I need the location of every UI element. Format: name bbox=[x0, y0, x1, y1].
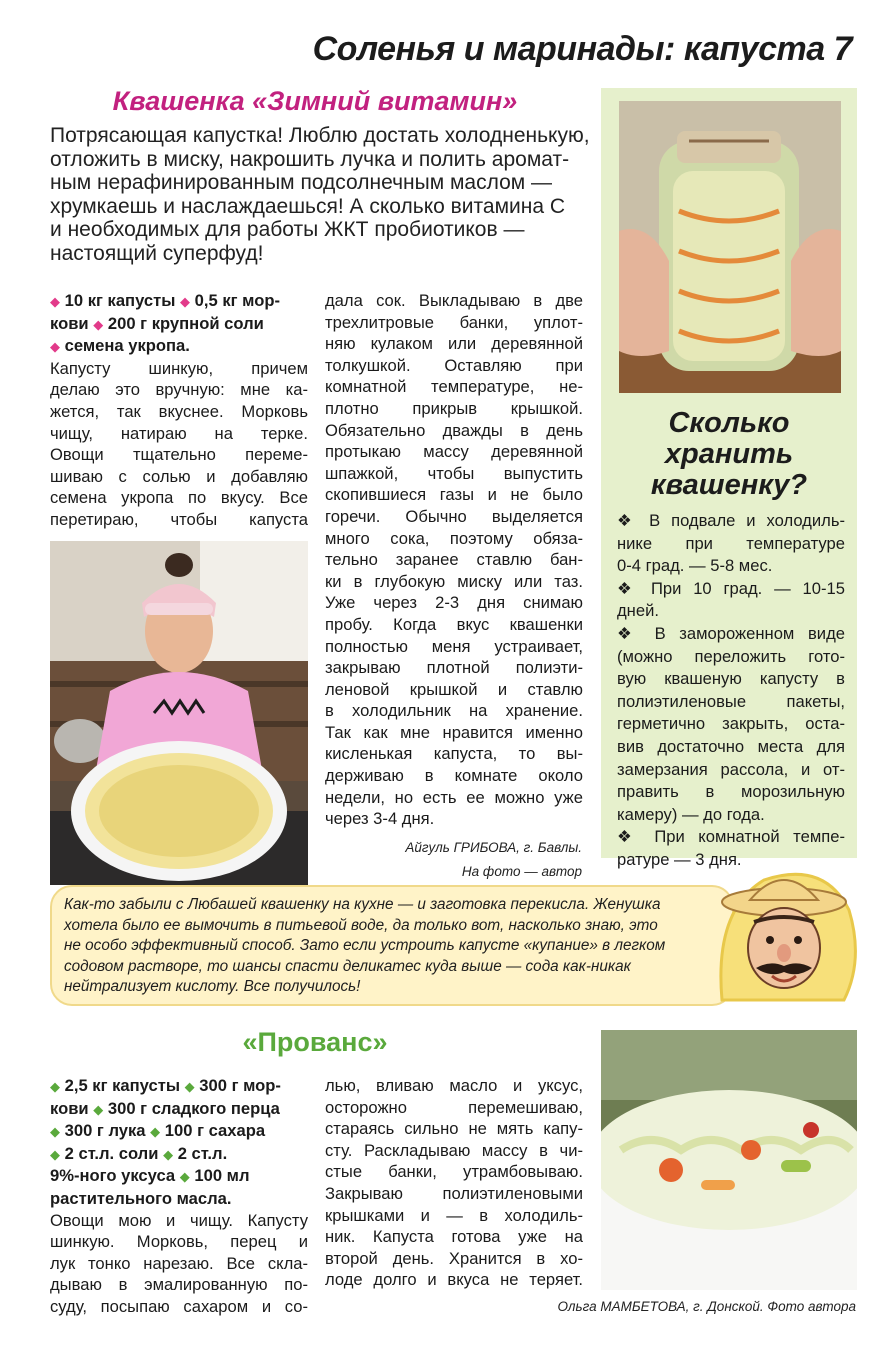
body-line: няю кулаком или деревянной bbox=[325, 334, 583, 354]
body-line: шпажкой, чтобы выпустить bbox=[325, 463, 583, 483]
ingredient: 2,5 кг капусты bbox=[64, 1076, 181, 1095]
ingredient: 300 г сладкого перца bbox=[107, 1098, 280, 1118]
tip-line: не особо эффективный способ. Зато если устроить капусте «купание» в легком bbox=[64, 937, 666, 954]
body-line: жется, так вкуснее. Морковь bbox=[50, 401, 308, 421]
ingredients-line bbox=[50, 335, 308, 358]
bullet-icon: ◆ bbox=[50, 1124, 60, 1140]
body-line: ки в глубокую миску или таз. bbox=[325, 571, 583, 591]
bullet-icon: ◆ bbox=[50, 1079, 60, 1094]
ingredients-line bbox=[50, 1098, 308, 1121]
body-line: Уже через 2-3 дня снимаю bbox=[325, 593, 583, 613]
body-line: держиваю в комнате около bbox=[325, 766, 583, 786]
body-line: шиваю с солью и добавляю bbox=[50, 466, 308, 486]
body-line: трехлитровые банки, уплот- bbox=[325, 312, 583, 332]
bullet-icon: ◆ bbox=[50, 339, 60, 355]
body-line: толкушкой. Оставляю при bbox=[325, 355, 583, 375]
body-line: осторожно перемешиваю, bbox=[325, 1097, 583, 1117]
body-line: ник. Капуста готова уже на bbox=[325, 1227, 583, 1247]
section-title: Соленья и маринады: капуста bbox=[312, 30, 825, 68]
ingredient: 10 кг капусты bbox=[64, 291, 176, 310]
body-line: чищу, натираю на терке. bbox=[50, 423, 308, 443]
body-line: леновой крышкой и ставлю bbox=[325, 679, 583, 699]
storage-item-line: ❖ При 10 град. — 10-15 bbox=[617, 578, 845, 598]
chef-mascot-icon bbox=[704, 850, 864, 1015]
storage-item-line: дней. bbox=[617, 601, 659, 621]
body-line: через 3-4 дня. bbox=[325, 809, 435, 829]
ingredients-line bbox=[50, 290, 308, 313]
bullet-icon: ◆ bbox=[184, 1079, 195, 1094]
body-line: комнатной температуре, не- bbox=[325, 377, 583, 397]
ingredient: 100 г сахара bbox=[164, 1121, 266, 1141]
storage-item-line: нике при температуре bbox=[617, 533, 845, 553]
ingredient: семена укропа. bbox=[64, 336, 190, 356]
storage-list bbox=[617, 510, 845, 872]
body-line: скопившиеся газы и не было bbox=[325, 485, 583, 505]
ingredients-line bbox=[50, 1188, 308, 1210]
body-line: суду, посыпаю сахаром и со- bbox=[50, 1296, 308, 1316]
bullet-icon: ◆ bbox=[93, 316, 104, 332]
body-line: делаю это вручную: мне ка- bbox=[50, 380, 308, 400]
body-line: сту. Раскладываю массу в чи- bbox=[325, 1140, 583, 1160]
storage-title bbox=[601, 408, 857, 501]
jar-photo-illustration bbox=[619, 101, 841, 393]
storage-item-line: ратуре — 3 дня. bbox=[617, 849, 742, 869]
ingredient: 100 мл bbox=[194, 1166, 250, 1186]
storage-title-line: квашенку? bbox=[650, 469, 808, 501]
author-photo-illustration bbox=[50, 541, 308, 885]
intro-line: настоящий суперфуд! bbox=[50, 241, 264, 265]
storage-item-line: ❖ В подвале и холодиль- bbox=[617, 511, 845, 530]
recipe-1-credit bbox=[405, 836, 582, 884]
body-line: пробу. Когда вкус квашенки bbox=[325, 614, 583, 634]
photo-credit: На фото — автор bbox=[461, 864, 582, 879]
bullet-icon: ◆ bbox=[50, 294, 60, 309]
intro-line: и необходимых для работы ЖКТ пробиотиков — bbox=[50, 218, 525, 241]
body-line: кисленькая капуста, то вы- bbox=[325, 744, 583, 764]
ingredients-line bbox=[50, 1143, 308, 1166]
tip-line: нейтрализует кислоту. Все получилось! bbox=[64, 978, 361, 995]
body-line: Так как мне нравится именно bbox=[325, 722, 583, 742]
intro-line: хрумкаешь и наслаждаешься! А сколько витамина С bbox=[50, 194, 566, 218]
body-line: стые банки, утрамбовываю. bbox=[325, 1162, 583, 1182]
ingredient: 2 ст.л. bbox=[177, 1143, 228, 1163]
body-line: лоде долго и вкуса не теряет. bbox=[325, 1270, 583, 1290]
ingredient: кови bbox=[50, 1098, 89, 1118]
intro-line: Потрясающая капустка! Люблю достать холодненькую, bbox=[50, 124, 590, 147]
storage-item-line: править в морозильную bbox=[617, 782, 845, 802]
body-line: крышками и — в холодиль- bbox=[325, 1205, 583, 1225]
bullet-icon: ❖ bbox=[617, 578, 640, 598]
ingredient: кови bbox=[50, 313, 89, 333]
storage-item-line: ❖ В замороженном виде bbox=[617, 623, 845, 643]
ingredient: 0,5 кг мор- bbox=[194, 291, 281, 310]
salad-photo bbox=[601, 1030, 857, 1290]
recipe-1-column-1 bbox=[50, 290, 308, 531]
storage-item-line: замерзания рассола, и от- bbox=[617, 759, 845, 779]
ingredient: 2 ст.л. соли bbox=[64, 1143, 159, 1163]
bullet-icon: ◆ bbox=[50, 1146, 60, 1162]
recipe-1-intro bbox=[50, 124, 590, 265]
body-line: много сока, поэтому обяза- bbox=[325, 528, 583, 548]
author-name: Айгуль ГРИБОВА, г. Бавлы. bbox=[405, 840, 582, 855]
storage-item-line: вую квашеную капусту в bbox=[617, 669, 845, 689]
body-line: протыкаю массу деревянной bbox=[325, 442, 583, 462]
recipe-2-credit: Ольга МАМБЕТОВА, г. Донской. Фото автора bbox=[557, 1299, 856, 1314]
storage-item-line: камеру) — до года. bbox=[617, 804, 765, 824]
storage-title-line: хранить bbox=[664, 438, 794, 470]
tip-line: Как-то забыли с Любашей квашенку на кухне — и заготовка перекисла. Женушка bbox=[64, 896, 661, 913]
body-line: дала сок. Выкладываю в две bbox=[325, 291, 583, 310]
body-line: стараясь сильно не мять капу- bbox=[325, 1119, 583, 1139]
bullet-icon: ❖ bbox=[617, 623, 641, 643]
body-line: лью, вливаю масло и уксус, bbox=[325, 1076, 583, 1095]
body-line: в холодильник на хранение. bbox=[325, 701, 583, 721]
body-line: Закрываю полиэтиленовыми bbox=[325, 1183, 583, 1203]
bullet-icon: ◆ bbox=[179, 1169, 190, 1185]
body-line: полностью меня устраивает, bbox=[325, 636, 583, 656]
tip-line: хотела было ее вымочить в питьевой воде, да только вот, насколько знаю, это bbox=[64, 916, 658, 934]
tip-text bbox=[64, 895, 704, 998]
intro-line: отложить в миску, накрошить лучка и полить аромат- bbox=[50, 147, 570, 171]
body-line: закрываю плотной полиэти- bbox=[325, 658, 583, 678]
body-line: шинкую. Морковь, перец и bbox=[50, 1232, 308, 1252]
ingredients-line bbox=[50, 313, 308, 336]
recipe-2-column-2 bbox=[325, 1075, 583, 1291]
storage-item-line: 0-4 град. — 5-8 мес. bbox=[617, 556, 773, 576]
body-line: семена укропа по вкусу. Все bbox=[50, 488, 308, 508]
recipe-2-title: «Прованс» bbox=[242, 1027, 388, 1057]
body-line: лук тонко нарезаю. Все скла- bbox=[50, 1253, 308, 1273]
storage-item-line: герметично закрыть, оста- bbox=[617, 714, 845, 734]
page-header bbox=[313, 30, 852, 69]
body-line: Капусту шинкую, причем bbox=[50, 358, 308, 378]
tip-line: содовом растворе, то шансы спасти деликатес куда выше — сода как-никак bbox=[64, 957, 631, 975]
body-line: плотно прикрыв крышкой. bbox=[325, 398, 583, 418]
ingredient: 300 г мор- bbox=[199, 1076, 281, 1095]
storage-item-line: ❖ При комнатной темпе- bbox=[617, 827, 845, 847]
bullet-icon: ❖ bbox=[617, 827, 641, 847]
ingredient: 300 г лука bbox=[64, 1121, 146, 1141]
salad-photo-illustration bbox=[601, 1030, 857, 1290]
storage-item-line: (можно переложить гото- bbox=[617, 646, 845, 666]
body-line: дываю в эмалированную по- bbox=[50, 1275, 308, 1295]
recipe-1-title: Квашенка «Зимний витамин» bbox=[112, 86, 518, 116]
body-line: второй день. Хранится в хо- bbox=[325, 1248, 583, 1268]
recipe-2-column-1 bbox=[50, 1075, 308, 1318]
bullet-icon: ◆ bbox=[163, 1146, 174, 1162]
ingredient: растительного масла. bbox=[50, 1188, 232, 1208]
storage-item-line: полиэтиленовые пакеты, bbox=[617, 691, 845, 711]
bullet-icon: ❖ bbox=[617, 511, 639, 530]
ingredients-line bbox=[50, 1165, 308, 1188]
ingredients-line bbox=[50, 1075, 308, 1098]
bullet-icon: ◆ bbox=[150, 1124, 161, 1140]
ingredient: 200 г крупной соли bbox=[107, 313, 264, 333]
body-line: Обязательно дважды в день bbox=[325, 420, 583, 440]
author-photo bbox=[50, 541, 308, 885]
storage-item-line: вив достаточно места для bbox=[617, 736, 845, 756]
storage-title-line: Сколько bbox=[668, 407, 790, 439]
ingredient: 9%-ного уксуса bbox=[50, 1166, 176, 1186]
body-line: горечи. Обычно выделяется bbox=[325, 506, 583, 526]
page-number: 7 bbox=[833, 30, 852, 68]
recipe-1-column-2 bbox=[325, 290, 583, 830]
body-line: тельно заранее ставлю бан- bbox=[325, 550, 583, 570]
intro-line: ным нерафинированным подсолнечным маслом — bbox=[50, 171, 553, 194]
bullet-icon: ◆ bbox=[93, 1101, 104, 1117]
body-line: Овощи мою и чищу. Капусту bbox=[50, 1210, 308, 1230]
body-line: недели, но есть ее можно уже bbox=[325, 787, 583, 807]
bullet-icon: ◆ bbox=[180, 294, 191, 309]
jar-photo bbox=[619, 101, 841, 393]
body-line: перетираю, чтобы капуста bbox=[50, 509, 308, 529]
body-line: Овощи тщательно переме- bbox=[50, 445, 308, 465]
ingredients-line bbox=[50, 1120, 308, 1143]
